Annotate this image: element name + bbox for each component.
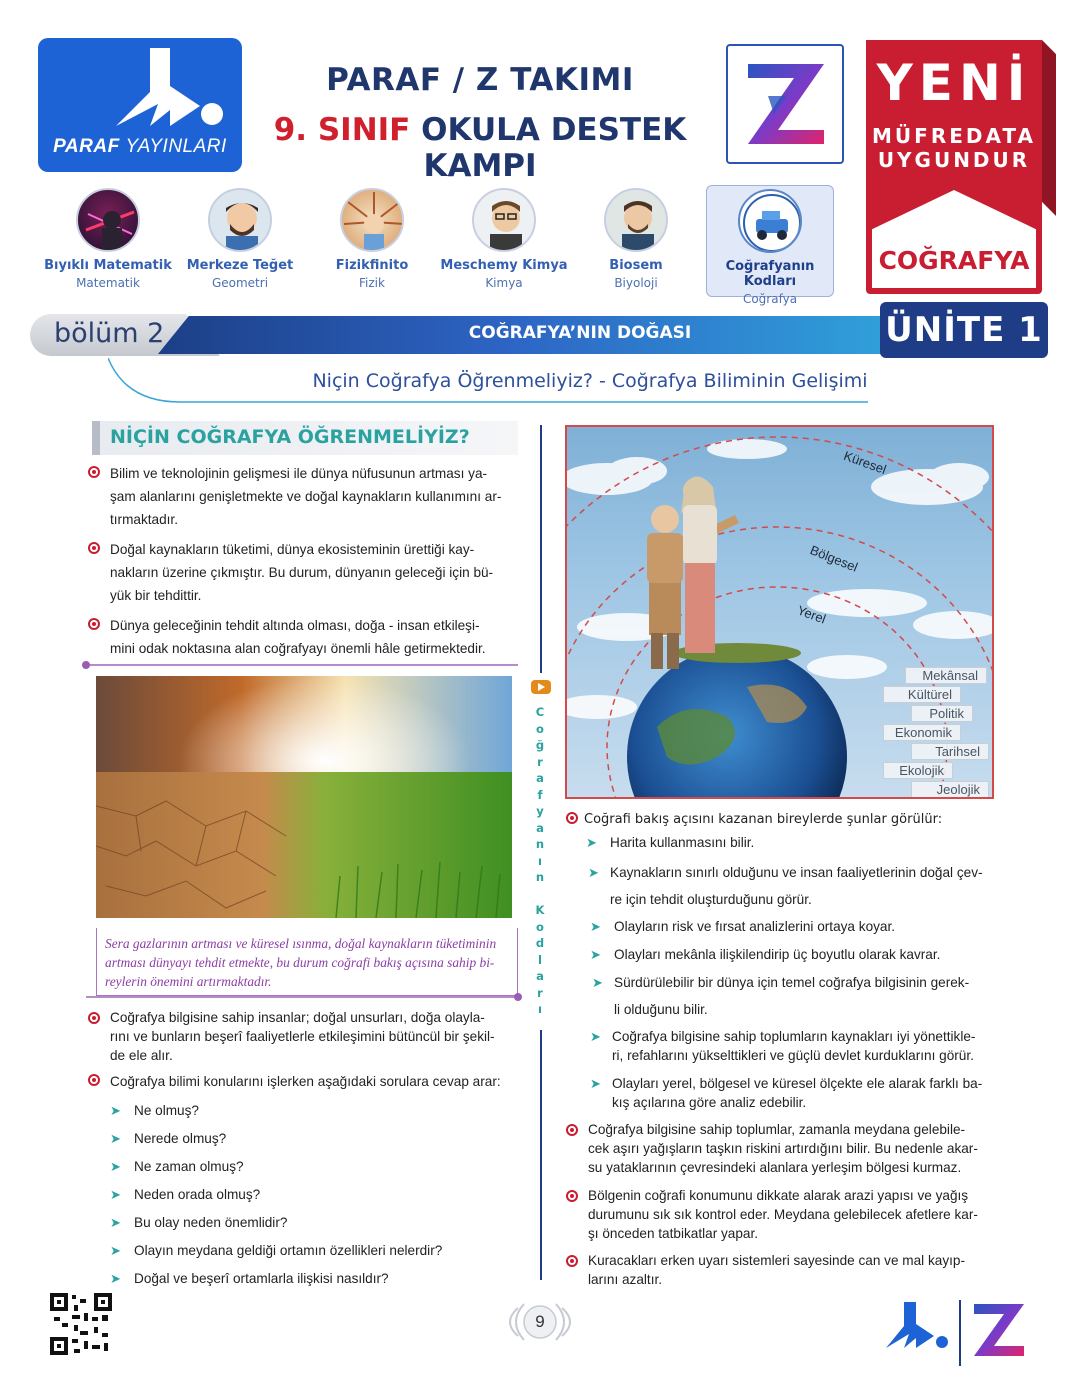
bullet-icon	[88, 466, 100, 478]
vertical-letter: f	[537, 787, 543, 802]
z-footer-icon	[974, 1304, 1024, 1356]
paraf-arrow-icon	[108, 48, 238, 138]
chevron-right-icon: ➤	[110, 1103, 121, 1118]
z-logo-icon	[738, 56, 834, 152]
perspective-tag: Ekonomik	[883, 724, 961, 741]
caption-rule	[86, 996, 518, 998]
z-takimi-logo	[726, 44, 844, 164]
chevron-right-icon: ➤	[590, 1076, 601, 1091]
bullet-icon	[88, 1074, 100, 1086]
question-item: ➤ Doğal ve beşerî ortamlarla ilişkisi nasıldır?	[110, 1271, 389, 1286]
bullet-icon	[566, 812, 578, 824]
chevron-right-icon: ➤	[110, 1271, 121, 1286]
chevron-right-icon: ➤	[590, 1029, 601, 1044]
bullet-icon	[88, 618, 100, 630]
perspective-item: ➤ Coğrafya bilgisine sahip toplumların kaynakları iyi yönettikle- ri, refahlarını yükselttikleri ve güçlü devlet kurduklarını görür.	[590, 1029, 976, 1063]
column-divider-top	[540, 425, 542, 673]
perspective-item: ➤ Olayların risk ve fırsat analizlerini ortaya koyar.	[590, 919, 896, 934]
perspective-tag: Jeolojik	[911, 781, 989, 798]
perspective-item: ➤ Kaynakların sınırlı olduğunu ve insan faaliyetlerinin doğal çev- re için tehdit oluşturduğunu görür.	[610, 859, 1002, 913]
question-item: ➤ Ne olmuş?	[110, 1103, 199, 1118]
vertical-letter: ğ	[535, 738, 545, 752]
avatar	[738, 189, 802, 253]
vertical-letter: a	[536, 820, 544, 835]
vertical-letter: n	[535, 870, 545, 884]
avatar	[76, 188, 140, 252]
perspective-tag: Kültürel	[883, 686, 961, 703]
perspective-item: ➤ Olayları mekânla ilişkilendirip üç boyutlu olarak kavrar.	[590, 947, 941, 962]
new-curriculum-ribbon	[866, 40, 1042, 294]
vertical-letter	[532, 886, 548, 903]
paragraph-4: Coğrafya bilgisine sahip insanlar; doğal unsurları, doğa olayla- rını ve bunların beşerî faaliyetlerle etkileşimini bütüncül bir şekil- de ele alır.	[110, 1008, 520, 1065]
vertical-letter: K	[535, 903, 545, 917]
photo-caption: Sera gazlarının artması ve küresel ısınma, doğal kaynakların tüketiminin artması dünyayı tehdit etmekte, bu durum coğrafi bakış açısına sahip bi- reylerin önemini artırmaktadır.	[96, 928, 518, 996]
vertical-letter: ı	[538, 853, 542, 868]
question-item: ➤ Bu olay neden önemlidir?	[110, 1215, 288, 1230]
vertical-letter: y	[536, 804, 544, 818]
page-number: 9	[535, 1312, 545, 1331]
perspective-tag: Mekânsal	[905, 667, 987, 684]
avatar	[340, 188, 404, 252]
paragraph-disaster: Bölgenin coğrafi konumunu dikkate alarak arazi yapısı ve yağış durumunu sık sık kontrol eder. Meydana gelebilecek afetlere kar- şı önceden tatbikatlar yapar.	[588, 1186, 1004, 1243]
bullet-icon	[566, 1255, 578, 1267]
heading-nicin-cografya: NİÇİN COĞRAFYA ÖĞRENMELİYİZ?	[92, 421, 518, 455]
vertical-letter: o	[536, 919, 544, 934]
chevron-right-icon: ➤	[586, 835, 597, 850]
vertical-channel-label	[532, 704, 548, 1018]
paragraph-flood: Coğrafya bilgisine sahip toplumlar, zamanla meydana gelebile- cek aşırı yağışların taşkın riskini artırdığını bilir. Bu nedenle akar- su yataklarının çevresindeki alanlara yerleşim bölgesi kurmaz.	[588, 1120, 1004, 1177]
section-number: bölüm 2	[54, 318, 165, 349]
section-title: COĞRAFYA’NIN DOĞASI	[468, 323, 692, 343]
perspective-tag: Tarihsel	[911, 743, 989, 760]
vertical-letter: r	[537, 754, 543, 769]
teacher-cografyanin-kodlari[interactable]: Coğrafyanın Kodları Coğrafya	[706, 185, 834, 297]
avatar	[472, 188, 536, 252]
ribbon-uygundur: UYGUNDUR	[877, 148, 1031, 172]
chevron-right-icon: ➤	[588, 865, 599, 880]
page-number-badge	[498, 1296, 582, 1348]
perspective-item: ➤ Olayları yerel, bölgesel ve küresel ölçekte ele alarak farklı ba- kış açılarına göre analiz edebilir.	[590, 1076, 983, 1110]
vertical-letter: n	[535, 837, 545, 851]
drought-vs-green-photo	[96, 676, 512, 918]
geographic-perspective-figure	[565, 425, 994, 799]
question-item: ➤ Nerede olmuş?	[110, 1131, 227, 1146]
perspective-intro: Coğrafi bakış açısını kazanan bireylerde şunlar görülür:	[584, 808, 1004, 831]
vertical-letter: o	[536, 721, 544, 736]
teacher-fizikfinito[interactable]: Fizikfinito Fizik	[308, 188, 436, 290]
avatar	[208, 188, 272, 252]
perspective-item: ➤ Harita kullanmasını bilir.	[586, 835, 755, 850]
scale-label-bolgesel: Bölgesel	[808, 542, 860, 575]
vertical-letter: r	[537, 985, 543, 1000]
ribbon-subject: COĞRAFYA	[878, 246, 1030, 275]
paragraph-5: Coğrafya bilimi konularını işlerken aşağıdaki sorulara cevap arar:	[110, 1070, 520, 1093]
bullet-icon	[566, 1190, 578, 1202]
perspective-item: ➤ Sürdürülebilir bir dünya için temel coğrafya bilgisinin gerek- li olduğunu bilir.	[614, 969, 1004, 1023]
bullet-icon	[566, 1124, 578, 1136]
paragraph-warning: Kuracakları erken uyarı sistemleri sayesinde can ve mal kayıp- larını azaltır.	[588, 1251, 1004, 1289]
vertical-letter: l	[538, 952, 542, 967]
question-item: ➤ Ne zaman olmuş?	[110, 1159, 244, 1174]
program-title: PARAF / Z TAKIMI	[326, 62, 634, 98]
vertical-letter: ı	[538, 1002, 542, 1016]
chevron-right-icon: ➤	[592, 975, 603, 990]
unit-badge: ÜNİTE 1	[880, 302, 1048, 358]
paraf-footer-icon	[886, 1302, 948, 1348]
teacher-biosem[interactable]: Biosem Biyoloji	[572, 188, 700, 290]
question-item: ➤ Neden orada olmuş?	[110, 1187, 261, 1202]
chevron-right-icon: ➤	[110, 1159, 121, 1174]
scale-label-yerel: Yerel	[795, 602, 828, 627]
qr-code-icon[interactable]	[50, 1293, 112, 1355]
vertical-letter: a	[536, 969, 544, 983]
avatar	[604, 188, 668, 252]
scale-label-kuresel: Küresel	[841, 447, 889, 478]
paragraph-3: Dünya geleceğinin tehdit altında olması, doğa - insan etkileşi- mini odak noktasına alan coğrafyayı önemli hâle getirmektedir.	[110, 614, 520, 660]
youtube-icon[interactable]	[531, 680, 551, 694]
vertical-letter: d	[535, 936, 545, 950]
section-bar	[30, 310, 1048, 360]
vertical-letter: C	[535, 705, 545, 719]
perspective-tag: Ekolojik	[883, 762, 953, 779]
teacher-biyikli-matematik[interactable]: Bıyıklı Matematik Matematik	[44, 188, 172, 290]
teacher-merkeze-teget[interactable]: Merkeze Teğet Geometri	[176, 188, 304, 290]
publisher-logo	[38, 38, 242, 172]
lesson-subtitle: Niçin Coğrafya Öğrenmeliyiz? - Coğrafya Biliminin Gelişimi	[312, 370, 868, 392]
vertical-letter: a	[536, 771, 544, 785]
perspective-tag: Politik	[911, 705, 973, 722]
chevron-right-icon: ➤	[590, 919, 601, 934]
publisher-name: PARAF YAYINLARI	[53, 136, 227, 157]
column-divider-bottom	[540, 1030, 542, 1280]
chevron-right-icon: ➤	[110, 1187, 121, 1202]
paragraph-2: Doğal kaynakların tüketimi, dünya ekosisteminin ürettiği kay- nakların üzerine çıkmıştır. Bu durum, dünyanın geleceği için bü- yük bir tehdittir.	[110, 538, 520, 607]
bullet-icon	[88, 542, 100, 554]
program-subtitle: 9. SINIF OKULA DESTEK KAMPI	[273, 112, 687, 184]
footer-logos	[884, 1296, 1034, 1366]
paragraph-1: Bilim ve teknolojinin gelişmesi ile dünya nüfusunun artması ya- şam alanlarını genişletmekte ve doğal kaynakların kullanımını ar- tırmaktadır.	[110, 462, 520, 531]
chevron-right-icon: ➤	[110, 1243, 121, 1258]
chevron-right-icon: ➤	[110, 1215, 121, 1230]
ribbon-yeni: YENİ	[876, 54, 1032, 112]
bullet-icon	[88, 1012, 100, 1024]
ribbon-mufredata: MÜFREDATA	[872, 124, 1036, 148]
teacher-meschemy-kimya[interactable]: Meschemy Kimya Kimya	[440, 188, 568, 290]
chevron-right-icon: ➤	[110, 1131, 121, 1146]
question-item: ➤ Olayın meydana geldiği ortamın özellikleri nelerdir?	[110, 1243, 443, 1258]
chevron-right-icon: ➤	[590, 947, 601, 962]
